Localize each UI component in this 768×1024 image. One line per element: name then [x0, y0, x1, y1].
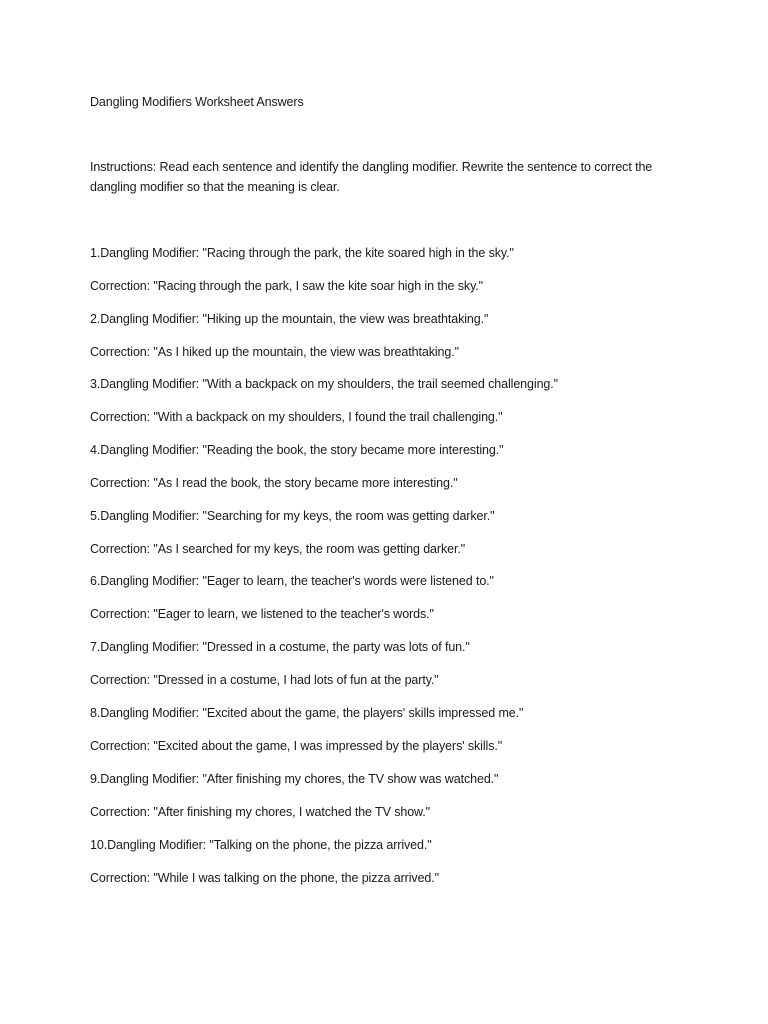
- item-5-correction: Correction: "As I searched for my keys, the room was getting darker.": [90, 542, 466, 556]
- item-8-correction: Correction: "Excited about the game, I was impressed by the players' skills.": [90, 739, 503, 753]
- item-5-modifier: 5.Dangling Modifier: "Searching for my keys, the room was getting darker.": [90, 509, 495, 523]
- item-4-correction: Correction: "As I read the book, the story became more interesting.": [90, 476, 458, 490]
- item-9-correction: Correction: "After finishing my chores, I watched the TV show.": [90, 805, 430, 819]
- document-title: Dangling Modifiers Worksheet Answers: [90, 95, 304, 109]
- item-3-modifier: 3.Dangling Modifier: "With a backpack on my shoulders, the trail seemed challenging.": [90, 377, 558, 391]
- item-7-modifier: 7.Dangling Modifier: "Dressed in a costume, the party was lots of fun.": [90, 640, 470, 654]
- item-10-modifier: 10.Dangling Modifier: "Talking on the phone, the pizza arrived.": [90, 838, 432, 852]
- item-2-correction: Correction: "As I hiked up the mountain, the view was breathtaking.": [90, 345, 459, 359]
- item-2-modifier: 2.Dangling Modifier: "Hiking up the mountain, the view was breathtaking.": [90, 312, 489, 326]
- item-6-modifier: 6.Dangling Modifier: "Eager to learn, the teacher's words were listened to.": [90, 574, 494, 588]
- item-1-correction: Correction: "Racing through the park, I saw the kite soar high in the sky.": [90, 279, 484, 293]
- item-1-modifier: 1.Dangling Modifier: "Racing through the park, the kite soared high in the sky.": [90, 246, 514, 260]
- instructions-paragraph: Instructions: Read each sentence and identify the dangling modifier. Rewrite the sentence to correct the dangling modifier so that the meaning is clear.: [90, 160, 653, 194]
- item-3-correction: Correction: "With a backpack on my shoulders, I found the trail challenging.": [90, 410, 503, 424]
- item-4-modifier: 4.Dangling Modifier: "Reading the book, the story became more interesting.": [90, 443, 504, 457]
- item-7-correction: Correction: "Dressed in a costume, I had lots of fun at the party.": [90, 673, 439, 687]
- item-8-modifier: 8.Dangling Modifier: "Excited about the game, the players' skills impressed me.": [90, 706, 524, 720]
- item-9-modifier: 9.Dangling Modifier: "After finishing my chores, the TV show was watched.": [90, 772, 499, 786]
- item-6-correction: Correction: "Eager to learn, we listened to the teacher's words.": [90, 607, 434, 621]
- item-10-correction: Correction: "While I was talking on the phone, the pizza arrived.": [90, 871, 439, 885]
